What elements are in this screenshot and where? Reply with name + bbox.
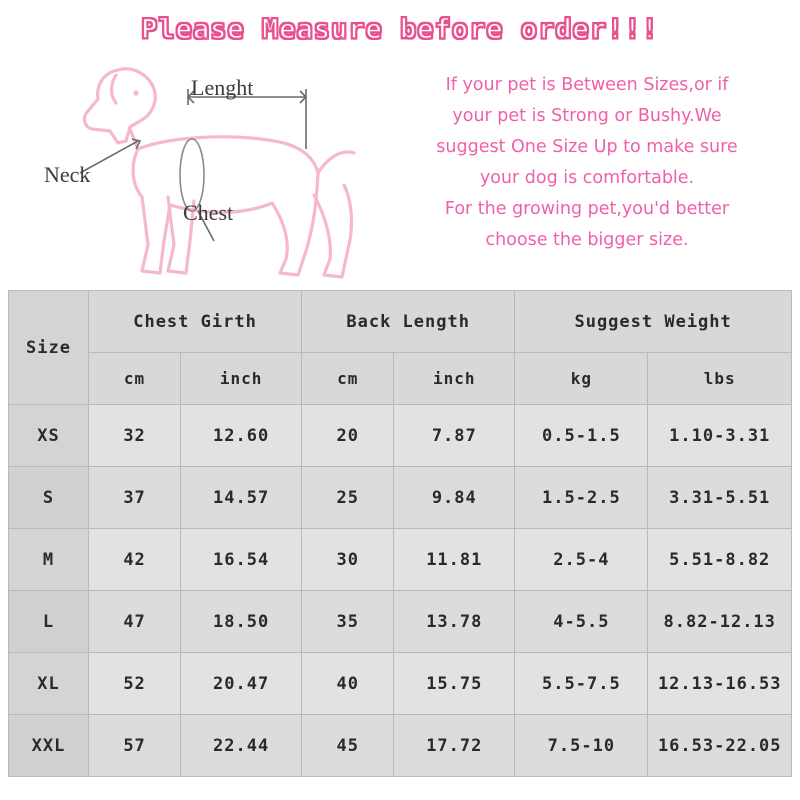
note-line: your pet is Strong or Bushy.We	[452, 106, 722, 126]
cell-chest-inch: 14.57	[181, 467, 302, 529]
cell-chest-cm: 57	[88, 715, 180, 777]
cell-back-inch: 15.75	[394, 653, 515, 715]
cell-size: XS	[9, 405, 89, 467]
note-line: choose the bigger size.	[485, 230, 689, 250]
cell-weight-kg: 7.5-10	[515, 715, 648, 777]
cell-weight-kg: 5.5-7.5	[515, 653, 648, 715]
page-title: Please Measure before order!!!	[141, 14, 659, 45]
cell-back-cm: 35	[302, 591, 394, 653]
table-row	[9, 529, 792, 591]
label-length: Lenght	[191, 75, 254, 100]
cell-weight-kg: 0.5-1.5	[515, 405, 648, 467]
cell-back-inch: 11.81	[394, 529, 515, 591]
cell-weight-kg: 1.5-2.5	[515, 467, 648, 529]
cell-chest-cm: 42	[88, 529, 180, 591]
table-head	[9, 291, 792, 405]
header-chest-inch: inch	[181, 353, 302, 405]
cell-chest-inch: 12.60	[181, 405, 302, 467]
cell-weight-lbs: 8.82-12.13	[648, 591, 792, 653]
note-line: your dog is comfortable.	[479, 168, 695, 188]
note-line: If your pet is Between Sizes,or if	[445, 75, 729, 95]
cell-weight-lbs: 5.51-8.82	[648, 529, 792, 591]
header-chest-girth: Chest Girth	[88, 291, 301, 353]
size-chart-table	[8, 290, 792, 777]
cell-size: L	[9, 591, 89, 653]
cell-back-cm: 40	[302, 653, 394, 715]
cell-chest-cm: 32	[88, 405, 180, 467]
cell-chest-inch: 20.47	[181, 653, 302, 715]
cell-chest-cm: 52	[88, 653, 180, 715]
header-back-cm: cm	[302, 353, 394, 405]
table-row	[9, 467, 792, 529]
cell-size: S	[9, 467, 89, 529]
label-neck: Neck	[44, 162, 91, 187]
cell-size: XXL	[9, 715, 89, 777]
note-line: For the growing pet,you'd better	[444, 199, 730, 219]
cell-chest-cm: 37	[88, 467, 180, 529]
cell-chest-inch: 22.44	[181, 715, 302, 777]
cell-size: M	[9, 529, 89, 591]
cell-back-inch: 9.84	[394, 467, 515, 529]
header-size: Size	[9, 291, 89, 405]
cell-chest-inch: 18.50	[181, 591, 302, 653]
cell-back-cm: 20	[302, 405, 394, 467]
table-body	[9, 405, 792, 777]
table-sub-header-row	[9, 353, 792, 405]
header-weight-lbs: lbs	[648, 353, 792, 405]
label-chest: Chest	[183, 200, 234, 225]
cell-back-cm: 45	[302, 715, 394, 777]
size-table-wrapper	[8, 290, 792, 777]
header-weight-kg: kg	[515, 353, 648, 405]
cell-weight-lbs: 12.13-16.53	[648, 653, 792, 715]
cell-weight-lbs: 1.10-3.31	[648, 405, 792, 467]
table-group-header-row	[9, 291, 792, 353]
note-line: suggest One Size Up to make sure	[436, 137, 738, 157]
cell-weight-lbs: 3.31-5.51	[648, 467, 792, 529]
cell-weight-kg: 2.5-4	[515, 529, 648, 591]
sizing-advice-note	[388, 70, 786, 256]
dog-measurement-diagram	[18, 45, 378, 285]
table-row	[9, 653, 792, 715]
cell-weight-lbs: 16.53-22.05	[648, 715, 792, 777]
table-row	[9, 405, 792, 467]
cell-chest-inch: 16.54	[181, 529, 302, 591]
table-row	[9, 591, 792, 653]
cell-weight-kg: 4-5.5	[515, 591, 648, 653]
header-chest-cm: cm	[88, 353, 180, 405]
cell-back-cm: 30	[302, 529, 394, 591]
cell-back-cm: 25	[302, 467, 394, 529]
cell-back-inch: 7.87	[394, 405, 515, 467]
header-back-length: Back Length	[302, 291, 515, 353]
header-back-inch: inch	[394, 353, 515, 405]
cell-chest-cm: 47	[88, 591, 180, 653]
cell-size: XL	[9, 653, 89, 715]
header-suggest-weight: Suggest Weight	[515, 291, 792, 353]
table-row	[9, 715, 792, 777]
cell-back-inch: 13.78	[394, 591, 515, 653]
cell-back-inch: 17.72	[394, 715, 515, 777]
